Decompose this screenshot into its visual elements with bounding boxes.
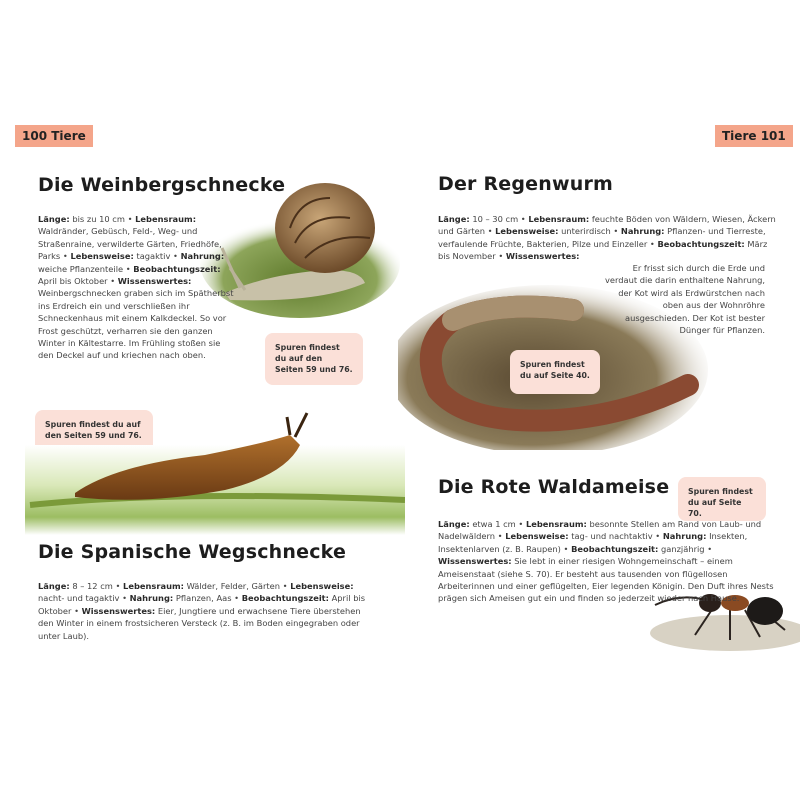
article-text: Er frisst sich durch die Erde und verdaut die darin enthaltene Nahrung, der Kot wird als Erdwürstchen nach oben aus der Wohnröhre ausgeschieden. Der Kot ist bester Dünger für Pflanzen. bbox=[604, 263, 765, 336]
article-text: Länge: 8 – 12 cm • Lebensraum: Wälder, Felder, Gärten • Lebensweise: nacht- und tagaktiv • Nahrung: Pflanzen, Aas • Beobachtungszeit: April bis Oktober • Wissenswertes: Eier, Jungtiere und erwachsene Tiere überstehen den Winter in einem frostsicheren Versteck (z. B. im Boden eingegraben oder unter Laub). bbox=[38, 581, 366, 641]
slug-image bbox=[25, 405, 405, 535]
article-text: Länge: bis zu 10 cm • Lebensraum: Waldränder, Gebüsch, Feld-, Weg- und Straßenraine, verwilderte Gärten, Friedhöfe, Parks • Lebensweise: tagaktiv • Nahrung: weiche Pflanzenteile • Beobachtungszeit: April bis Oktober • Wissenswertes: Weinbergschnecken graben sich im Spätherbst ins Erdreich ein und verschließen ihr Schneckenhaus mit einem Kalkdeckel. So vor Frost geschützt, verharren sie den ganzen Winter in Kältestarre. Im Frühling stoßen sie den Deckel auf und kriechen nach oben. bbox=[38, 214, 234, 361]
tracks-badge: Spuren findest du auf den Seiten 59 und 76. bbox=[35, 410, 153, 455]
article-title: Der Regenwurm bbox=[438, 173, 614, 195]
article-title: Die Rote Waldameise bbox=[438, 476, 670, 498]
article-title: Die Weinbergschnecke bbox=[38, 174, 286, 196]
page-number: 100 bbox=[22, 129, 48, 143]
article-title: Die Spanische Wegschnecke bbox=[38, 541, 347, 563]
page-number: 101 bbox=[760, 129, 786, 143]
page-header-left bbox=[15, 125, 93, 147]
article-text: Länge: etwa 1 cm • Lebensraum: besonnte Stellen am Rand von Laub- und Nadelwäldern • Lebensweise: tag- und nachtaktiv • Nahrung: Insekten, Insektenlarven (z. B. Raupen) • Beobachtungszeit: ganzjährig • Wissenswertes: Sie lebt in einer riesigen Wohngemeinschaft – einem Ameisenstaat (siehe S. 70). Er besteht aus tausenden von flügellosen Arbeiterinnen und einer geflügelten, Eier legenden Königin. Den Duft ihres Nests prägen sich Ameisen gut ein und finden so jederzeit wieder nach Hause. bbox=[438, 519, 774, 604]
page-header-right bbox=[715, 125, 793, 147]
tracks-badge: Spuren findest du auf Seite 70. bbox=[678, 477, 766, 521]
section-label: Tiere bbox=[722, 129, 757, 143]
tracks-badge: Spuren findest du auf den Seiten 59 und 76. bbox=[265, 333, 363, 385]
article-text-intro: Länge: 10 – 30 cm • Lebensraum: feuchte Böden von Wäldern, Wiesen, Äckern und Gärten • Lebensweise: unterirdisch • Nahrung: Pflanzen- und Tierreste, verfaulende Früchte, Bakterien, Pilze und Einzeller • Beobachtungszeit: März bis November • Wissenswertes: bbox=[438, 214, 776, 262]
section-label: Tiere bbox=[51, 129, 86, 143]
tracks-badge: Spuren findest du auf Seite 40. bbox=[510, 350, 600, 394]
